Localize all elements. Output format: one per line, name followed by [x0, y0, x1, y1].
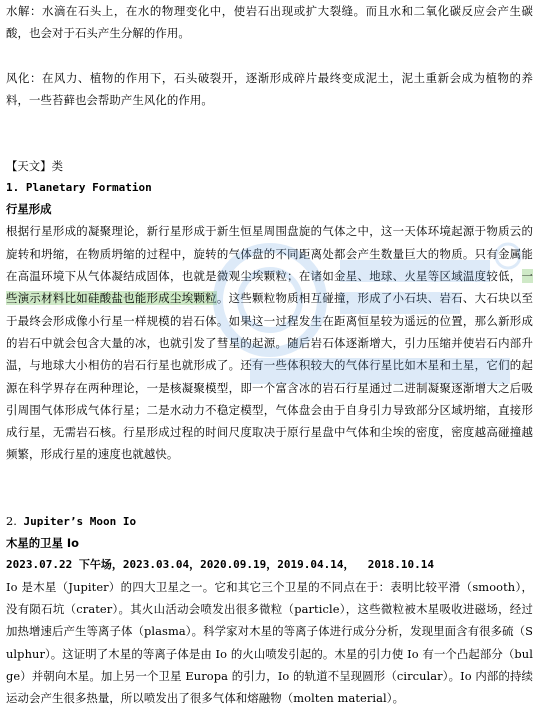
planetary-formation-heading: 1. Planetary Formation — [6, 181, 152, 195]
highlighted-text: 一些演示材料比如硅酸盐也能形成尘埃颗粒 — [6, 269, 533, 306]
jupiter-moon-title: 木星的卫星 Io — [6, 535, 79, 550]
planetary-formation-body — [6, 220, 533, 465]
item-number: 2. — [6, 513, 17, 528]
spacer — [6, 488, 533, 510]
exam-dates: 2023.07.22 下午场，2023.03.04，2020.09.19，2019.04.14， 2018.10.14 — [6, 557, 434, 571]
body-text: 根据行星形成的凝聚理论，新行星形成于新生恒星周围盘旋的气体之中，这一天体环境起源于物质云的旋转和坍缩，在物质坍缩的过程中，旋转的气体盘的不同距离处都会产生数量巨大的物质。只有金属能在高温环境下从气体凝结成固体，也就是微观尘埃颗粒；在诸如金星、地球、火星等区域温度较低， — [6, 224, 533, 284]
item-heading: Jupiter’s Moon Io — [16, 514, 137, 528]
planetary-formation-title: 行星形成 — [6, 202, 52, 217]
jupiter-moon-heading — [6, 510, 533, 533]
spacer — [6, 111, 533, 133]
spacer — [6, 45, 533, 67]
spacer — [6, 133, 533, 155]
body-text: 。这些颗粒物质相互碰撞，形成了小石块、岩石、大石块以至于最终会形成像小行星一样规模的岩石体。如果这一过程发生在距离恒星较为遥远的位置，那么新形成的岩石中就会包含大量的冰，也就引发了彗星的起源。随后岩石体逐渐增大，引力压缩并使岩石内部升温，与地球大小相仿的岩石行星也就形成了。还有一些体积较大的气体行星比如木星和土星，它们的起源在科学界存在两种理论，一是核凝聚模型，即一个富含冰的岩石行星通过二进制凝聚逐渐增大之后吸引周围气体形成气体行星；二是水动力不稳定模型，气体盘会由于自身引力导致部分区域坍缩，直接形成行星，无需岩石核。行星形成过程的时间尺度取决于原行星盘中气体和尘埃的密度，密度越高碰撞越频繁，形成行星的速度也就越快。 — [6, 291, 533, 462]
weathering-wind-paragraph: 风化：在风力、植物的作用下，石头破裂开，逐渐形成碎片最终变成泥土，泥土重新会成为植物的养料，一些苔藓也会帮助产生风化的作用。 — [6, 70, 533, 107]
weathering-water-paragraph: 水解：水滴在石头上，在水的物理变化中，使岩石出现或扩大裂缝。而且水和二氧化碳反应会产生碳酸，也会对于石头产生分解的作用。 — [6, 4, 533, 41]
spacer — [6, 466, 533, 488]
jupiter-moon-body: Io 是木星（Jupiter）的四大卫星之一。它和其它三个卫星的不同点在于：表明比较平滑（smooth），没有陨石坑（crater）。其火山活动会喷发出很多微粒（particle），这些微粒被木星吸收进磁场，经过加热增速后产生等离子体（plasma）。科学家对木星的等离子体进行成分分析，发现里面含有很多硫（Sulphur）。这证明了木星的等离子体是由 Io 的火山喷发引起的。木星的引力使 Io 有一个凸起部分（bulge）并朝向木星。加上另一个卫星 Europa 的引力，Io 的轨道不呈现圆形（circular）。Io 内部的持续运动会产生很多热量，所以喷发出了很多气体和熔融物（molten material）。 — [6, 579, 533, 706]
astronomy-category-label: 【天文】类 — [6, 159, 63, 174]
document-page — [6, 0, 533, 710]
